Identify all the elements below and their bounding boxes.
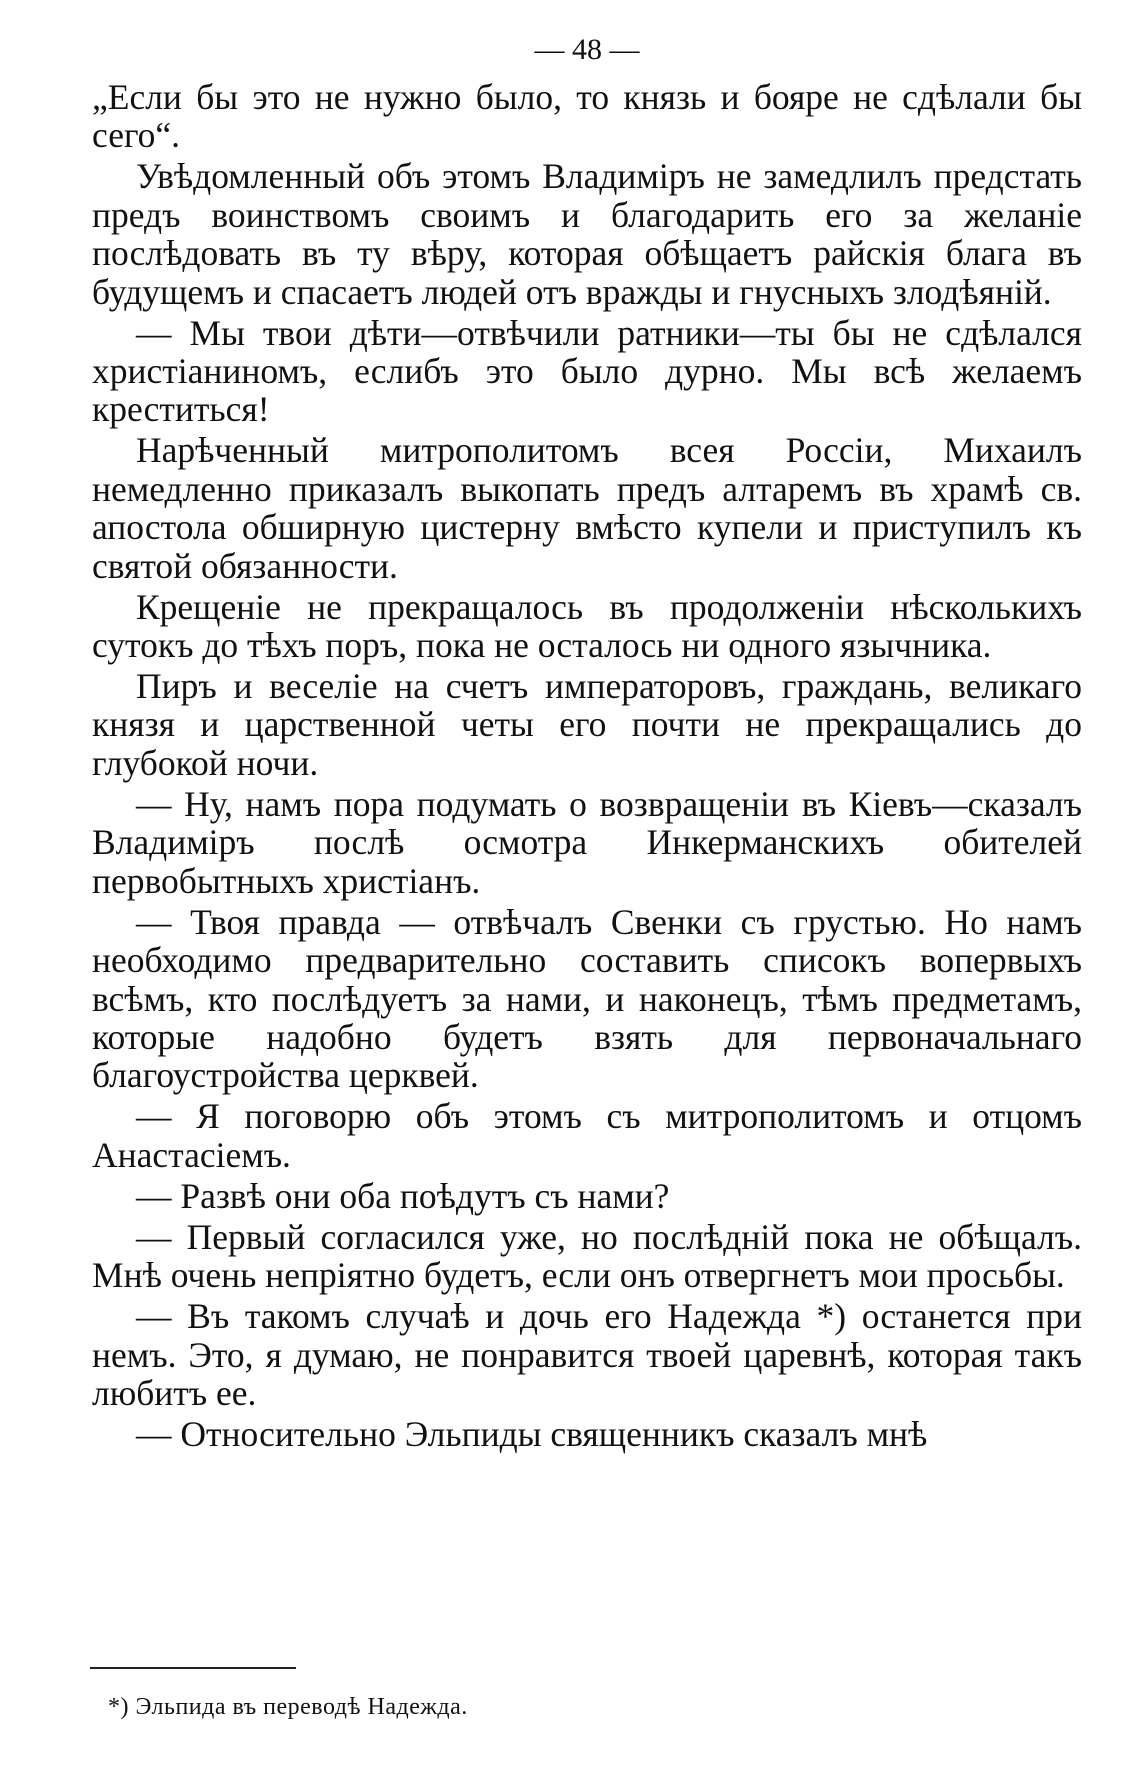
paragraph: — Въ такомъ случаѣ и дочь его Надежда *) останется при немъ. Это, я думаю, не понравится твоей царевнѣ, которая такъ любитъ ее. (92, 1296, 1082, 1413)
footnote: *) Эльпида въ переводѣ Надежда. (108, 1694, 468, 1720)
paragraph: — Я поговорю объ этомъ съ митрополитомъ и отцомъ Анастасіемъ. (92, 1096, 1082, 1175)
paragraph: Пиръ и веселіе на счетъ императоровъ, граждань, великаго князя и царственной четы его почти не прекращались до глубокой ночи. (92, 666, 1082, 783)
paragraph: „Если бы это не нужно было, то князь и бояре не сдѣлали бы сего“. (92, 77, 1082, 156)
paragraph: — Относительно Эльпиды священникъ сказалъ мнѣ (136, 1413, 928, 1454)
paragraph: Увѣдомленный объ этомъ Владиміръ не замедлилъ предстать предъ воинствомъ своимъ и благодарить его за желаніе послѣдовать въ ту вѣру, которая обѣщаетъ райскія блага въ будущемъ и спасаетъ людей отъ вражды и гнусныхъ злодѣяній. (92, 156, 1082, 312)
paragraph: — Ну, намъ пора подумать о возвращеніи въ Кіевъ—сказалъ Владиміръ послѣ осмотра Инкерманскихъ обителей первобытныхъ христіанъ. (92, 783, 1082, 901)
paragraph: Нарѣченный митрополитомъ всея Россіи, Михаилъ немедленно приказалъ выкопать предъ алтаремъ въ храмѣ св. апостола обширную цистерну вмѣсто купели и приступилъ къ святой обязанности. (92, 430, 1082, 586)
paragraph: Крещеніе не прекращалось въ продолженіи нѣсколькихъ сутокъ до тѣхъ поръ, пока не осталось ни одного язычника. (92, 586, 1082, 666)
paragraph: — Развѣ они оба поѣдутъ съ нами? (136, 1175, 670, 1216)
paragraph: — Твоя правда — отвѣчалъ Свенки съ грустью. Но намъ необходимо предварительно составить списокъ вопервыхъ всѣмъ, кто послѣдуетъ за нами, и наконецъ, тѣмъ предметамъ, которые надобно будетъ взять для первоначальнаго благоустройства церквей. (92, 901, 1082, 1096)
page-number: — 48 — (534, 33, 640, 66)
paragraph: — Мы твои дѣти—отвѣчили ратники—ты бы не сдѣлался христіаниномъ, еслибъ это было дурно. Мы всѣ желаемъ креститься! (92, 312, 1082, 430)
body-text (92, 78, 1082, 1453)
paragraph: — Первый согласился уже, но послѣдній пока не обѣщалъ. Мнѣ очень непріятно будетъ, если онъ отвергнетъ мои просьбы. (92, 1216, 1082, 1296)
footnote-divider (90, 1667, 296, 1669)
